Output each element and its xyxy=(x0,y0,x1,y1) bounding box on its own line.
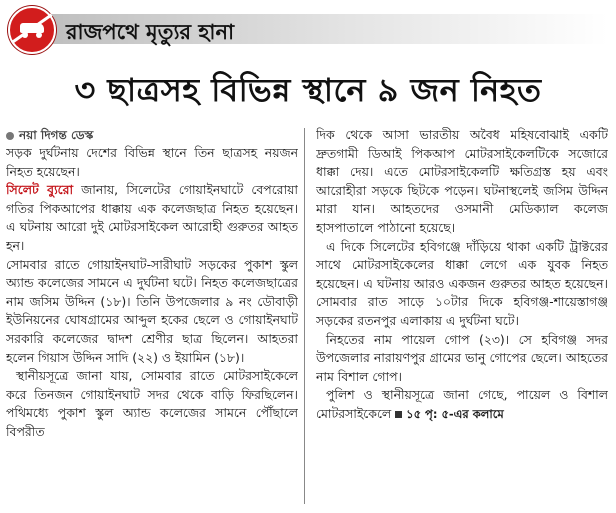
article-column-right xyxy=(316,126,608,506)
paragraph-victim: নিহতের নাম পায়েল গোপ (২৩)। সে হবিগঞ্জ সদর উপজেলার নারায়ণপুর গ্রামের ভানু গোপের ছেলে। আহতের নাম বিশাল গোপ। xyxy=(316,331,608,384)
square-bullet-icon xyxy=(395,411,402,418)
paragraph-details: সোমবার রাতে গোয়াইনঘাট-সারীঘাট সড়কের পুকাশ স্কুল অ্যান্ড কলেজের সামনে এ দুর্ঘটনা ঘটে। নিহত কলেজছাত্রের নাম জসিম উদ্দিন (১৮)। তিনি উপজেলার ৯ নং ডৌবাড়ী ইউনিয়নের ঘোষগ্রামের আব্দুল হকের ছেলে ও গোয়াইনঘাট সরকারি কলেজের দ্বাদশ শ্রেণীর ছাত্র ছিলেন। আহতরা হলেন গিয়াস উদ্দিন সাদি (২২) ও ইয়ামিন (১৮)। xyxy=(6,256,298,365)
continued-jump-text: ১৫ পৃ: ৫-এর কলামে xyxy=(406,406,504,421)
paragraph-habiganj: এ দিকে সিলেটের হবিগঞ্জে দাঁড়িয়ে থাকা একটি ট্রাক্টরের সাথে মোটরসাইকেলের ধাক্কা লেগে এক যুবক নিহত হয়েছেন। এ ঘটনায় আরও একজন গুরুতর আহত হয়েছেন। সোমবার রাত সাড়ে ১০টার দিকে হবিগঞ্জ-শায়েস্তাগঞ্জ সড়কের রতনপুর এলাকায় এ দুর্ঘটনা ঘটে। xyxy=(316,238,608,328)
paragraph-police-text: পুলিশ ও স্থানীয়সূত্রে জানা গেছে, পায়েল ও বিশাল মোটরসাইকেলে xyxy=(316,387,608,421)
section-kicker xyxy=(8,6,608,50)
kicker-label: রাজপথে মৃত্যুর হানা xyxy=(66,20,235,44)
paragraph-bureau-text: জানায়, সিলেটের গোয়াইনঘাটে বেপরোয়া গতির পিকআপের ধাক্কায় এক কলেজছাত্র নিহত হয়েছেন। এ ঘটনায় আরো দুই মোটরসাইকেল আরোহী গুরুতর আহত হন। xyxy=(6,182,298,253)
accident-car-icon xyxy=(8,6,56,54)
continued-jump[interactable] xyxy=(395,407,504,421)
byline-text: নয়া দিগন্ত ডেস্ক xyxy=(19,128,94,142)
bureau-label: সিলেট ব্যুরো xyxy=(6,182,74,198)
paragraph-local-source: স্থানীয়সূত্রে জানা যায়, সোমবার রাতে মোটরসাইকেলে করে তিনজন গোয়াইনঘাট সদর থেকে বাড়ি ফিরছিলেন। পথিমধ্যে পুকাশ স্কুল অ্যান্ড কলেজের সামনে পৌঁছালে বিপরীত xyxy=(6,368,298,439)
article-column-left xyxy=(6,126,298,506)
headline: ৩ ছাত্রসহ বিভিন্ন স্থানে ৯ জন নিহত xyxy=(74,71,542,109)
paragraph-police xyxy=(316,386,608,423)
bullet-icon xyxy=(6,132,14,140)
paragraph-collision: দিক থেকে আসা ভারতীয় অবৈধ মহিষবোঝাই একটি দ্রুতগামী ডিআই পিকআপ মোটরসাইকেলটিকে সজোরে ধাক্কা দেয়। এতে মোটরসাইকেলটি ক্ষতিগ্রস্ত হয় এবং আরোহীরা সড়কে ছিটকে পড়েন। ঘটনাস্থলেই জসিম উদ্দিন মারা যান। আহতদের ওসমানী মেডিক্যাল কলেজ হাসপাতালে পাঠানো হয়েছে। xyxy=(316,127,608,235)
column-divider xyxy=(304,128,305,504)
paragraph-bureau xyxy=(6,181,298,255)
byline xyxy=(6,126,298,144)
paragraph-intro: সড়ক দুর্ঘটনায় দেশের বিভিন্ন স্থানে তিন ছাত্রসহ নয়জন নিহত হয়েছেন। xyxy=(6,145,298,179)
